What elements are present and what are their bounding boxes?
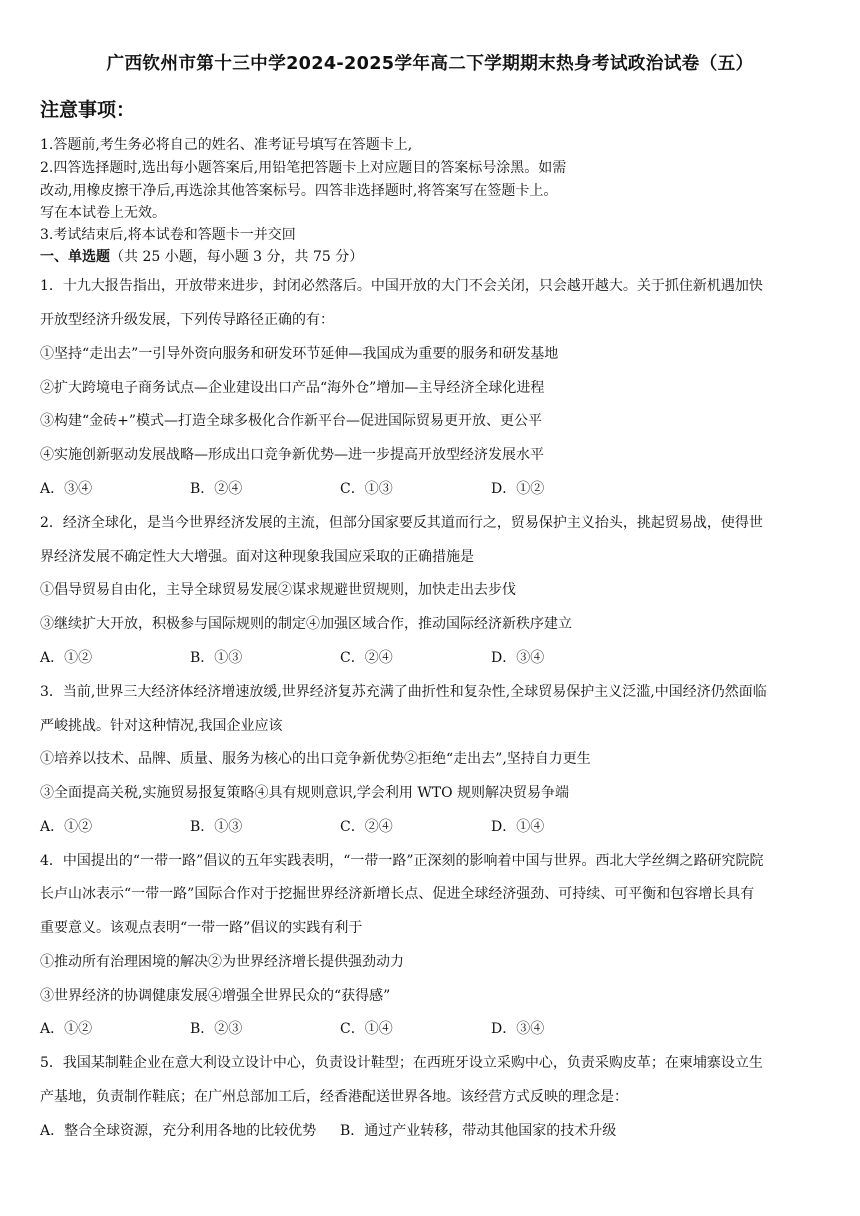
question-1-stem: 开放型经济升级发展，下列传导路径正确的有： bbox=[40, 312, 334, 328]
notice-line: 写在本试卷上无效。 bbox=[40, 205, 166, 221]
question-2-item: ③继续扩大开放，积极参与国际规则的制定④加强区域合作，推动国际经济新秩序建立 bbox=[40, 616, 572, 632]
question-4-item: ③世界经济的协调健康发展④增强全世界民众的“获得感” bbox=[40, 988, 391, 1004]
option-b: B．①③ bbox=[190, 819, 243, 835]
option-b: B．②④ bbox=[190, 481, 243, 497]
option-c: C．①③ bbox=[340, 481, 393, 497]
option-a: A．①② bbox=[40, 650, 93, 666]
option-b: B．通过产业转移，带动其他国家的技术升级 bbox=[340, 1123, 617, 1139]
question-5-stem: 产基地，负责制作鞋底；在广州总部加工后，经香港配送世界各地。该经营方式反映的理念是： bbox=[40, 1089, 628, 1105]
option-b: B．①③ bbox=[190, 650, 243, 666]
notice-line: 1.答题前,考生务必将自己的姓名、准考证号填写在答题卡上, bbox=[40, 137, 413, 153]
question-1-item: ②扩大跨境电子商务试点—企业建设出口产品“海外仓”增加—主导经济全球化进程 bbox=[40, 380, 545, 396]
question-1-item: ③构建“金砖+”模式—打造全球多极化合作新平台—促进国际贸易更开放、更公平 bbox=[40, 413, 543, 429]
notice-line: 3.考试结束后,将本试卷和答题卡一并交回 bbox=[40, 227, 296, 243]
option-a: A．③④ bbox=[40, 481, 93, 497]
question-4-stem: 长卢山冰表示“一带一路”国际合作对于挖掘世界经济新增长点、促进全球经济强劲、可持续、可平衡和包容增长具有 bbox=[40, 886, 755, 902]
option-d: D．③④ bbox=[491, 1021, 545, 1037]
question-4-stem: 4．中国提出的“一带一路”倡议的五年实践表明，“一带一路”正深刻的影响着中国与世界。西北大学丝绸之路研究院院 bbox=[40, 853, 764, 869]
question-3-stem: 3．当前,世界三大经济体经济增速放缓,世界经济复苏充满了曲折性和复杂性,全球贸易保护主义泛滥,中国经济仍然面临 bbox=[40, 684, 767, 700]
question-5-stem: 5．我国某制鞋企业在意大利设立设计中心，负责设计鞋型；在西班牙设立采购中心，负责采购皮革；在柬埔寨设立生 bbox=[40, 1055, 763, 1071]
option-d: D．③④ bbox=[491, 650, 545, 666]
question-4-item: ①推动所有治理困境的解决②为世界经济增长提供强劲动力 bbox=[40, 954, 404, 970]
section-label: 一、单选题 bbox=[40, 249, 110, 265]
question-1-stem: 1．十九大报告指出，开放带来进步，封闭必然落后。中国开放的大门不会关闭，只会越开越大。关于抓住新机遇加快 bbox=[40, 278, 763, 294]
question-2-stem: 2．经济全球化，是当今世界经济发展的主流，但部分国家要反其道而行之，贸易保护主义抬头，挑起贸易战，使得世 bbox=[40, 515, 763, 531]
question-1-item: ④实施创新驱动发展战略—形成出口竞争新优势—进一步提高开放型经济发展水平 bbox=[40, 447, 544, 463]
question-3-item: ①培养以技术、品牌、质量、服务为核心的出口竞争新优势②拒绝“走出去”,坚持自力更生 bbox=[40, 751, 591, 767]
option-d: D．①④ bbox=[491, 819, 545, 835]
section-heading bbox=[40, 246, 363, 266]
option-c: C．①④ bbox=[340, 1021, 393, 1037]
option-d: D．①② bbox=[491, 481, 545, 497]
option-a: A．①② bbox=[40, 819, 93, 835]
notice-line: 2.四答选择题时,选出每小题答案后,用铅笔把答题卡上对应题目的答案标号涂黑。如需 bbox=[40, 160, 567, 176]
exam-title: 广西钦州市第十三中学2024-2025学年高二下学期期末热身考试政治试卷（五） bbox=[106, 54, 754, 74]
option-a: A．整合全球资源，充分利用各地的比较优势 bbox=[40, 1123, 317, 1139]
question-4-stem: 重要意义。该观点表明“一带一路”倡议的实践有利于 bbox=[40, 920, 363, 936]
option-b: B．②③ bbox=[190, 1021, 243, 1037]
question-2-stem: 界经济发展不确定性大大增强。面对这种现象我国应采取的正确措施是 bbox=[40, 549, 474, 565]
option-c: C．②④ bbox=[340, 819, 393, 835]
question-3-stem: 严峻挑战。针对这种情况,我国企业应该 bbox=[40, 718, 283, 734]
question-2-item: ①倡导贸易自由化，主导全球贸易发展②谋求规避世贸规则，加快走出去步伐 bbox=[40, 582, 516, 598]
question-3-item: ③全面提高关税,实施贸易报复策略④具有规则意识,学会利用 WTO 规则解决贸易争端 bbox=[40, 785, 570, 801]
section-desc: （共 25 小题，每小题 3 分，共 75 分） bbox=[110, 249, 364, 265]
option-c: C．②④ bbox=[340, 650, 393, 666]
option-a: A．①② bbox=[40, 1021, 93, 1037]
notice-heading: 注意事项： bbox=[40, 99, 136, 121]
question-1-item: ①坚持“走出去”一引导外资向服务和研发环节延伸—我国成为重要的服务和研发基地 bbox=[40, 346, 559, 362]
notice-line: 改动,用橡皮擦干净后,再选涂其他答案标号。四答非选择题时,将答案写在签题卡上。 bbox=[40, 183, 558, 199]
